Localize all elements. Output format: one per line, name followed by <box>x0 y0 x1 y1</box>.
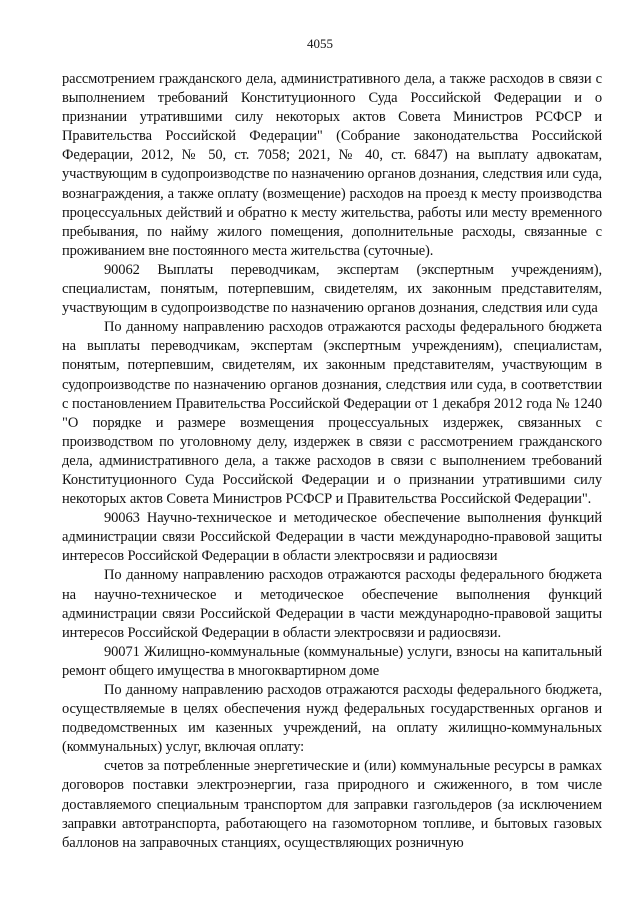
paragraph-90071-heading: 90071 Жилищно-коммунальные (коммунальные) услуги, взносы на капитальный ремонт общего имущества в многоквартирном доме <box>62 643 602 679</box>
paragraph-90071-body: По данному направлению расходов отражаются расходы федерального бюджета, осуществляемые в целях обеспечения нужд федеральных государственных органов и подведомственных им казенных учреждений, на оплату жилищно-коммунальных (коммунальных) услуг, включая оплату: <box>62 682 602 756</box>
paragraph-90063-body: По данному направлению расходов отражаются расходы федерального бюджета на научно-техническое и методическое обеспечение выполнения функций администрации связи Российской Федерации в части международно-правовой защиты интересов Российской Федерации в области электросвязи и радиосвязи. <box>62 567 602 641</box>
paragraph-90071-list-item: счетов за потребленные энергетические и (или) коммунальные ресурсы в рамках договоров поставки электроэнергии, газа природного и сжиженного, в том числе доставляемого специальным транспортом для заправки газгольдеров (за исключением заправки автотранспорта, работающего на газомоторном топливе, и бытовых газовых баллонов на заправочных станциях, осуществляющих розничную <box>62 758 602 851</box>
paragraph-90062-heading: 90062 Выплаты переводчикам, экспертам (экспертным учреждениям), специалистам, понятым, потерпевшим, свидетелям, их законным представителям, участвующим в судопроизводстве по назначению органов дознания, следствия или суда <box>62 261 602 317</box>
paragraph-90062-body: По данному направлению расходов отражаются расходы федерального бюджета на выплаты переводчикам, экспертам (экспертным учреждениям), специалистам, понятым, потерпевшим, свидетелям, их законным представителям, участвующим в судопроизводстве по назначению органов дознания, следствия или суда, в соответствии с постановлением Правительства Российской Федерации от 1 декабря 2012 года № 1240 "О порядке и размере возмещения процессуальных издержек, связанных с производством по уголовному делу, издержек в связи с рассмотрением гражданского дела, административного дела, а также расходов в связи с выполнением требований Конституционного Суда Российской Федерации и о признании утратившими силу некоторых актов Совета Министров РСФСР и Правительства Российской Федерации". <box>62 319 602 508</box>
page-number: 4055 <box>307 36 333 51</box>
page-content <box>62 70 602 853</box>
paragraph-continuation: рассмотрением гражданского дела, административного дела, а также расходов в связи с выполнением требований Конституционного Суда Российской Федерации и о признании утратившими силу некоторых актов Совета Министров РСФСР и Правительства Российской Федерации" (Собрание законодательства Российской Федерации, 2012, № 50, ст. 7058; 2021, № 40, ст. 6847) на выплату адвокатам, участвующим в судопроизводстве по назначению органов дознания, следствия или суда, вознаграждения, а также оплату (возмещение) расходов на проезд к месту производства процессуальных действий и обратно к месту жительства, работы или месту временного пребывания, по найму жилого помещения, дополнительные расходы, связанные с проживанием вне постоянного места жительства (суточные). <box>62 71 602 259</box>
paragraph-90063-heading: 90063 Научно-техническое и методическое обеспечение выполнения функций администрации связи Российской Федерации в части международно-правовой защиты интересов Российской Федерации в области электросвязи и радиосвязи <box>62 510 602 565</box>
